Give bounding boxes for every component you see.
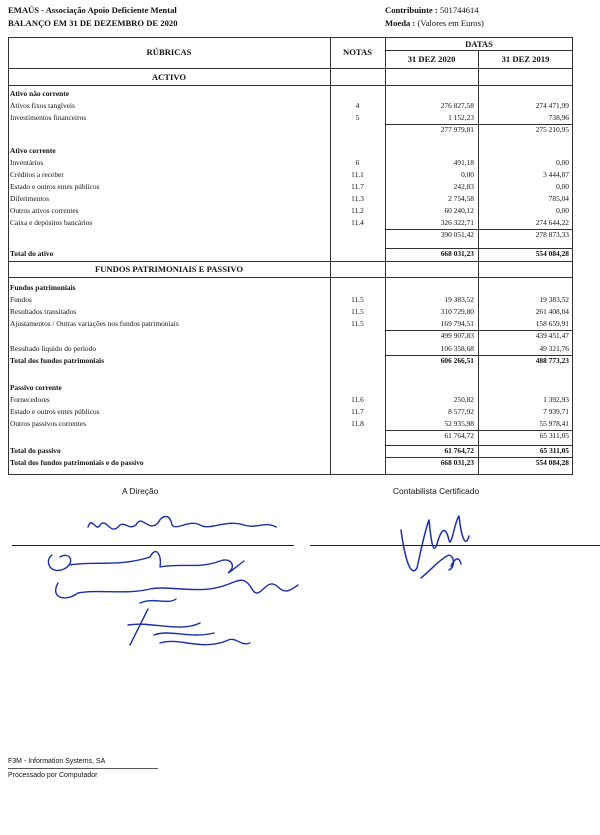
row-value-2020: 0,00 (461, 170, 474, 179)
row-label: Ativo não corrente (10, 89, 69, 98)
row-value-2020: 1 152,23 (448, 113, 474, 122)
subtotal-rule (385, 248, 478, 249)
row-value-2019: 65 311,05 (539, 431, 569, 440)
row-label: Caixa e depósitos bancários (10, 218, 93, 227)
row-nota: 11.3 (351, 194, 364, 203)
row-value-2019: 439 451,47 (535, 331, 569, 340)
row-nota: 11.7 (351, 407, 364, 416)
document-title: BALANÇO EM 31 DE DEZEMBRO DE 2020 (8, 18, 178, 28)
currency-value: (Valores em Euros) (417, 18, 484, 28)
row-nota: 11.8 (351, 419, 364, 428)
row-nota: 5 (355, 113, 360, 122)
direction-signatures (30, 505, 300, 665)
subtotal-rule (385, 430, 478, 431)
row-nota: 11.5 (351, 307, 364, 316)
accountant-signature (395, 500, 475, 590)
subtotal-rule (385, 445, 478, 446)
row-nota: 11.4 (351, 218, 364, 227)
row-value-2020: 668 031,23 (440, 249, 474, 258)
row-label: Total dos fundos patrimoniais e do passivo (10, 458, 144, 467)
row-value-2019: 488 773,23 (535, 356, 569, 365)
row-label: Estado e outros entes públicos (10, 182, 100, 191)
row-label: Outros passivos correntes (10, 419, 86, 428)
row-nota: 4 (355, 101, 360, 110)
row-label: Resultado líquido do período (10, 344, 97, 353)
row-label: Ativo corrente (10, 146, 56, 155)
row-value-2020: 491,18 (453, 158, 474, 167)
col-datas: DATAS (465, 39, 493, 49)
row-value-2020: 60 240,12 (444, 206, 474, 215)
row-nota: 11.6 (351, 395, 364, 404)
section-activo: ACTIVO (151, 72, 187, 82)
row-value-2020: 8 577,92 (448, 407, 474, 416)
row-value-2019: 55 978,41 (539, 419, 569, 428)
row-value-2020: 169 794,51 (440, 319, 474, 328)
currency (385, 18, 484, 28)
row-value-2019: 274 471,99 (535, 101, 569, 110)
accountant-label: Contabilista Certificado (393, 486, 480, 496)
row-value-2019: 0,00 (556, 182, 569, 191)
row-value-2019: 554 084,28 (535, 249, 569, 258)
subtotal-rule (478, 355, 573, 356)
row-value-2019: 1 392,93 (543, 395, 569, 404)
row-value-2020: 61 764,72 (444, 446, 474, 455)
row-value-2020: 310 729,80 (440, 307, 474, 316)
taxpayer-label: Contribuinte : (385, 5, 438, 15)
row-value-2020: 276 827,58 (440, 101, 474, 110)
row-value-2020: 390 051,42 (440, 230, 474, 239)
subtotal-rule (478, 248, 573, 249)
subtotal-rule (385, 457, 478, 458)
row-nota: 11.2 (351, 206, 364, 215)
subtotal-rule (478, 457, 573, 458)
row-value-2020: 277 979,81 (440, 125, 474, 134)
row-label: Estado e outros entes públicos (10, 407, 100, 416)
row-value-2020: 499 907,83 (440, 331, 474, 340)
row-value-2020: 326 322,71 (440, 218, 474, 227)
row-nota: 11.7 (351, 182, 364, 191)
row-label: Investimentos financeiros (10, 113, 87, 122)
footer-company: F3M - Information Systems, SA (8, 758, 106, 765)
row-value-2019: 738,96 (548, 113, 569, 122)
row-value-2020: 61 764,72 (444, 431, 474, 440)
row-value-2020: 668 031,23 (440, 458, 474, 467)
balance-table (8, 37, 573, 477)
row-nota: 6 (355, 158, 360, 167)
row-value-2019: 261 408,04 (535, 307, 569, 316)
row-label: Passivo corrente (10, 383, 62, 392)
row-label: Ajustamentos / Outras variações nos fundos patrimoniais (10, 319, 179, 328)
row-label: Créditos a receber (10, 170, 64, 179)
taxpayer (385, 5, 479, 15)
subtotal-rule (385, 229, 478, 230)
row-label: Diferimentos (10, 194, 49, 203)
row-value-2020: 106 358,68 (440, 344, 474, 353)
col-2020: 31 DEZ 2020 (407, 54, 456, 64)
row-value-2020: 250,82 (453, 395, 474, 404)
row-value-2019: 278 873,33 (535, 230, 569, 239)
subtotal-rule (478, 124, 573, 125)
row-label: Total dos fundos patrimoniais (10, 356, 104, 365)
row-value-2019: 158 659,91 (535, 319, 569, 328)
footer-processed: Processado por Computador (8, 772, 98, 779)
col-2019: 31 DEZ 2019 (501, 54, 550, 64)
row-value-2019: 785,04 (548, 194, 569, 203)
subtotal-rule (385, 355, 478, 356)
currency-label: Moeda : (385, 18, 416, 28)
row-label: Inventários (10, 158, 44, 167)
row-value-2019: 3 444,07 (543, 170, 569, 179)
section-fundos-passivo: FUNDOS PATRIMONIAIS E PASSIVO (94, 264, 244, 274)
col-notas: NOTAS (343, 47, 372, 57)
row-label: Resultados transitados (10, 307, 77, 316)
row-label: Outros ativos correntes (10, 206, 79, 215)
subtotal-rule (478, 445, 573, 446)
subtotal-rule (478, 229, 573, 230)
row-value-2020: 52 935,98 (444, 419, 474, 428)
subtotal-rule (478, 330, 573, 331)
row-nota: 11.5 (351, 319, 364, 328)
row-value-2019: 274 644,22 (535, 218, 569, 227)
row-value-2019: 0,00 (556, 206, 569, 215)
row-label: Fundos (10, 295, 32, 304)
row-label: Fornecedores (10, 395, 50, 404)
col-rubricas: RÚBRICAS (146, 47, 192, 57)
row-nota: 11.1 (351, 170, 364, 179)
row-label: Total do ativo (10, 249, 54, 258)
row-value-2019: 7 939,71 (543, 407, 569, 416)
row-value-2019: 19 383,52 (539, 295, 569, 304)
row-nota: 11.5 (351, 295, 364, 304)
subtotal-rule (478, 430, 573, 431)
row-value-2019: 554 084,28 (535, 458, 569, 467)
row-value-2020: 2 754,58 (448, 194, 474, 203)
row-value-2020: 242,83 (453, 182, 474, 191)
row-label: Fundos patrimoniais (10, 283, 76, 292)
row-value-2020: 606 266,51 (440, 356, 474, 365)
row-value-2020: 19 383,52 (444, 295, 474, 304)
row-value-2019: 49 321,76 (539, 344, 569, 353)
direction-label: A Direção (122, 486, 159, 496)
row-label: Ativos fixos tangíveis (10, 101, 75, 110)
subtotal-rule (385, 124, 478, 125)
row-value-2019: 65 311,05 (539, 446, 569, 455)
subtotal-rule (385, 330, 478, 331)
row-value-2019: 0,00 (556, 158, 569, 167)
row-value-2019: 275 210,95 (535, 125, 569, 134)
taxpayer-number: 501744614 (439, 5, 479, 15)
row-label: Total do passivo (10, 446, 61, 455)
org-name: EMAÚS - Associação Apoio Deficiente Mental (8, 5, 177, 15)
